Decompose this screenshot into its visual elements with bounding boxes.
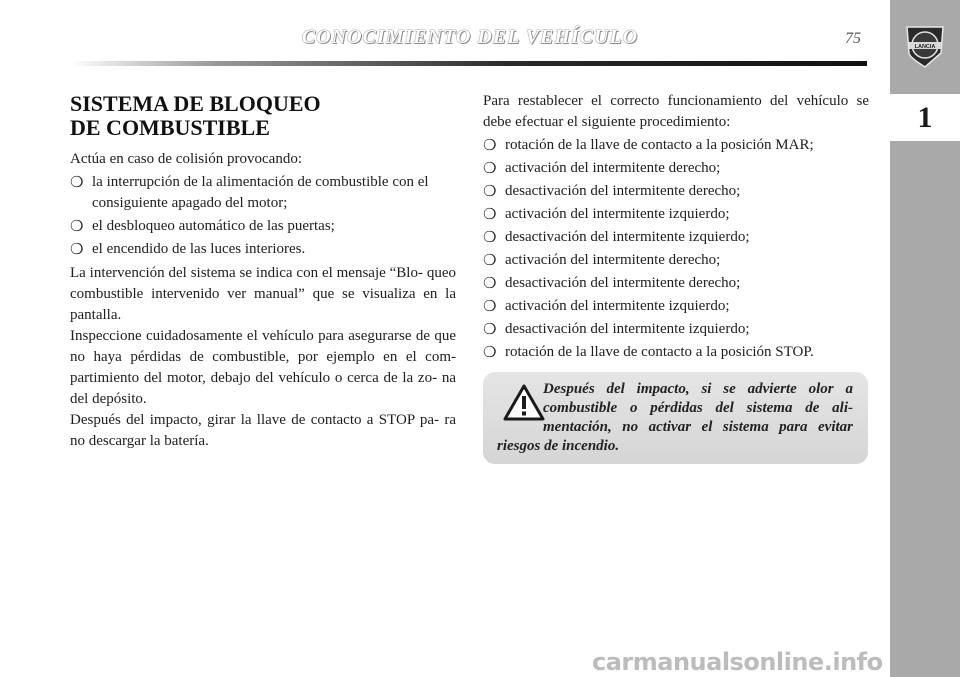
chapter-number: 1 [890,94,960,141]
list-item: ❍ desactivación del intermitente derecho; [483,182,741,200]
logo-text: LANCIA [914,44,936,50]
list-item: ❍ el encendido de las luces interiores. [70,240,306,258]
list-item: ❍ rotación de la llave de contacto a la posición MAR; [483,136,814,154]
right-column [483,91,869,363]
bullet-icon: ❍ [483,320,497,338]
bullet-icon: ❍ [70,173,84,191]
right-intro: Para restablecer el correcto funcionamiento del vehículo se debe efectuar el siguiente procedimiento: [483,93,869,130]
warning-box [483,372,868,464]
bullet-icon: ❍ [483,159,497,177]
list-item: ❍ desactivación del intermitente izquierdo; [483,228,750,246]
watermark: carmanualsonline.info [592,648,883,676]
warning-text: Después del impacto, si se advierte olor a combustible o pérdidas del sistema de ali- mentación, no activar el sistema para evitar riesgos de incendio. [497,381,853,454]
bullet-icon: ❍ [483,343,497,361]
list-item: ❍ la interrupción de la alimentación de combustible con el consiguiente apagado del motor; [70,173,429,211]
list-item: ❍ rotación de la llave de contacto a la posición STOP. [483,343,814,361]
list-item: ❍ el desbloqueo automático de las puertas; [70,217,335,235]
section-title-line1: SISTEMA DE BLOQUEO [70,91,321,116]
header-rule [70,61,867,66]
lancia-logo-icon [903,23,947,69]
page-number: 75 [845,30,861,47]
bullet-icon: ❍ [483,136,497,154]
section-title-line2: DE COMBUSTIBLE [70,115,270,140]
bullet-icon: ❍ [483,297,497,315]
bullet-icon: ❍ [70,240,84,258]
procedure-list [483,135,869,363]
bullet-icon: ❍ [483,228,497,246]
list-item: ❍ activación del intermitente izquierdo; [483,297,730,315]
bullet-icon: ❍ [483,251,497,269]
bullet-icon: ❍ [483,205,497,223]
header-title: CONOCIMIENTO DEL VEHÍCULO [301,26,639,48]
list-item: ❍ desactivación del intermitente izquierdo; [483,320,750,338]
paragraph-message: La intervención del sistema se indica con el mensaje “Blo- queo combustible intervenido ver manual” que se visualiza en la pantalla. [70,265,456,323]
list-item: ❍ activación del intermitente izquierdo; [483,205,730,223]
left-column [70,149,456,452]
left-intro: Actúa en caso de colisión provocando: [70,151,303,167]
section-title [70,92,450,140]
paragraph-inspection: Inspeccione cuidadosamente el vehículo para asegurarse de que no haya pérdidas de combustible, por ejemplo en el com- partimiento del motor, debajo del vehículo o cerca de la zo- na del depósito. [70,328,456,407]
bullet-icon: ❍ [70,217,84,235]
chapter-side-tab [890,0,960,677]
list-item: ❍ activación del intermitente derecho; [483,159,721,177]
paragraph-after-impact: Después del impacto, girar la llave de contacto a STOP pa- ra no descargar la batería. [70,412,456,449]
bullet-icon: ❍ [483,182,497,200]
effects-list [70,172,456,260]
bullet-icon: ❍ [483,274,497,292]
list-item: ❍ desactivación del intermitente derecho; [483,274,741,292]
list-item: ❍ activación del intermitente derecho; [483,251,721,269]
